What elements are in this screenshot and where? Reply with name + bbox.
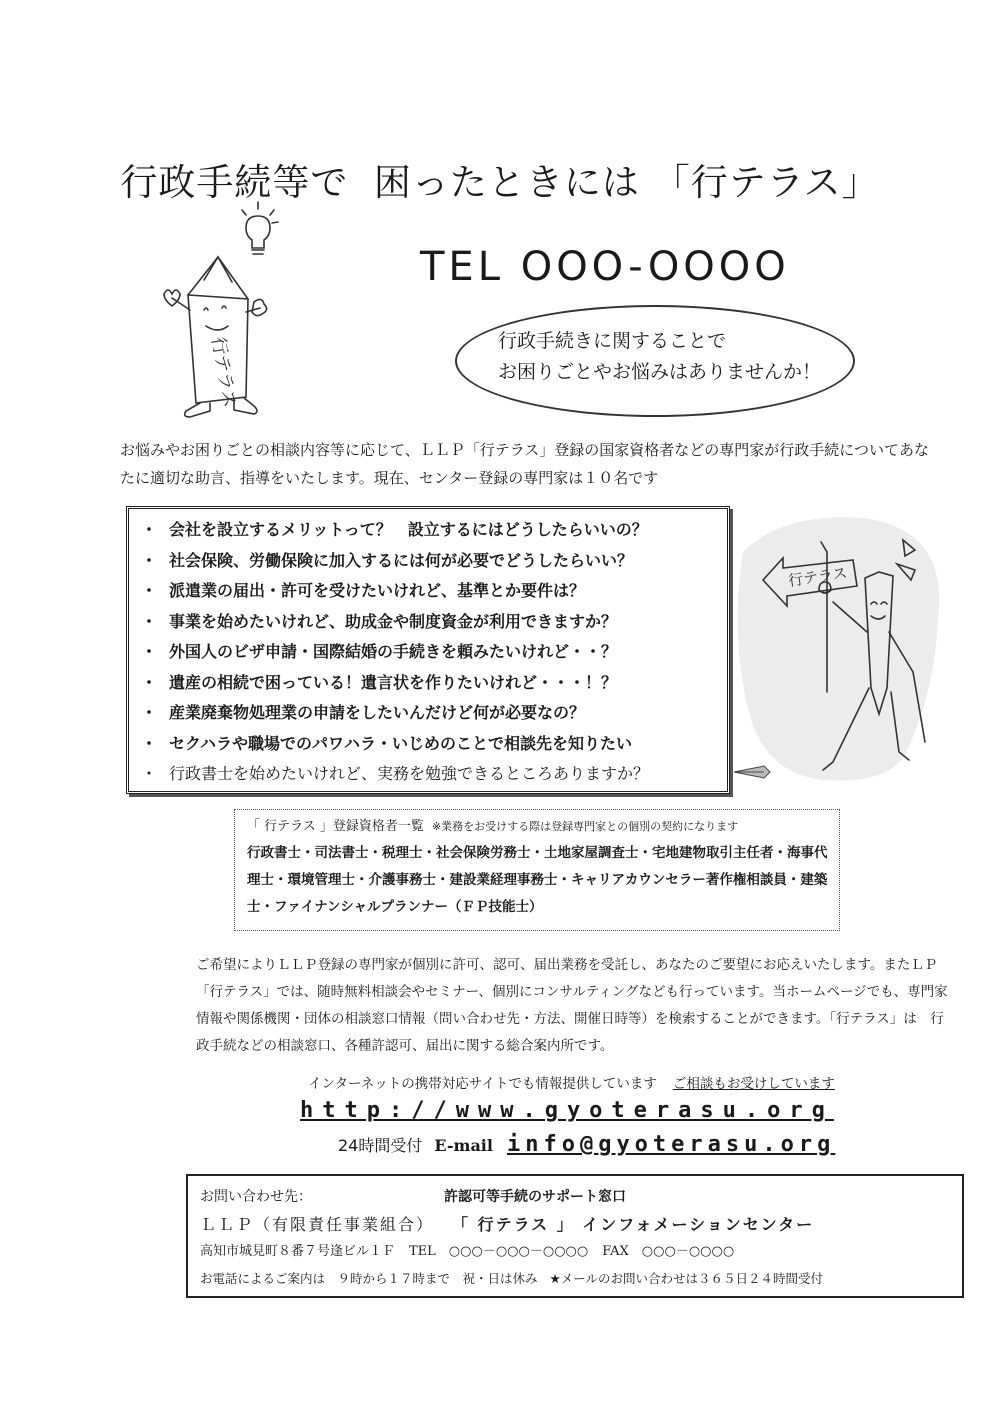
internet-notice: インターネットの携帯対応サイトでも情報提供しています (308, 1076, 657, 1092)
question-box (126, 506, 730, 794)
question-item: ・ 会社を設立するメリットって？ 設立するにはどうしたらいいの？ (141, 520, 648, 539)
question-item: ・ 社会保険、労働保険に加入するには何が必要でどうしたらいい？ (141, 550, 634, 570)
question-text: セクハラや職場でのパワハラ・いじめのことで相談先を知りたい (169, 733, 633, 753)
question-text: 派遣業の届出・許可を受けたいけれど、基準とか要件は？ (169, 581, 586, 600)
contact-fax: FAX ○○○－○○○○ (602, 1244, 735, 1259)
question-text: 事業を始めたいけれど、助成金や制度資金が利用できますか？ (169, 611, 618, 631)
question-item: ・ 遺産の相続で困っている！遺言状を作りたいけれど・・・！？ (141, 672, 618, 692)
website-link[interactable]: http://www.gyoterasu.org (300, 1098, 834, 1123)
pencil-mascot-illustration (150, 200, 290, 430)
contact-box (186, 1174, 964, 1298)
phone-number: TEL OOO-OOOO (420, 244, 790, 290)
registry-note: ※業務をお受けする際は登録専門家との個別の契約になります (431, 820, 739, 833)
support-window: 許認可等手続のサポート窓口 (444, 1189, 626, 1205)
question-item: ・ セクハラや職場でのパワハラ・いじめのことで相談先を知りたい (141, 733, 633, 753)
email-label: E-mail (434, 1136, 493, 1155)
question-item: ・ 行政書士を始めたいけれど、実務を勉強できるところありますか？ (141, 764, 650, 783)
registry-list: 行政書士・司法書士・税理士・社会保険労務士・土地家屋調査士・宅地建物取引主任者・海事代理士・環境管理士・介護事務士・建設業経理事務士・キャリアカウンセラー著作権相談員・建築士・ファイナンシャルプランナー（ＦＰ技能士） (247, 845, 828, 915)
consult-notice: ご相談もお受けしています (672, 1076, 835, 1092)
bubble-line-2: お困りごとやお悩みはありませんか！ (498, 361, 822, 383)
question-text: 行政書士を始めたいけれど、実務を勉強できるところありますか？ (169, 764, 650, 783)
contact-row-2 (200, 1211, 950, 1238)
registry-heading: 「 行テラス 」登録資格者一覧 (247, 819, 424, 834)
question-item: ・ 事業を始めたいけれど、助成金や制度資金が利用できますか？ (141, 611, 618, 631)
intro-paragraph: お悩みやお困りごとの相談内容等に応じて、ＬＬＰ「行テラス」登録の国家資格者などの専門家が行政手続についてあなたに適切な助言、指導をいたします。現在、センター登録の専門家は１０名です (120, 441, 929, 487)
question-list (129, 509, 727, 790)
registry-box (234, 809, 840, 931)
sign-label: 行テラス (787, 563, 849, 590)
question-text: 社会保険、労働保険に加入するには何が必要でどうしたらいい？ (169, 550, 634, 570)
page-title: 行政手続等で 困ったときには 「行テラス」 (120, 161, 880, 204)
organization-name: ＬＬＰ（有限責任事業組合） (200, 1215, 435, 1234)
mail-hours-notice: ★メールのお問い合わせは３６５日２４時間受付 (549, 1271, 823, 1286)
speech-bubble-text (498, 326, 821, 388)
pen-nib-ornament (732, 762, 772, 782)
question-item: ・ 産業廃棄物処理業の申請をしたいんだけど何が必要なの？ (141, 703, 586, 722)
mail-hours: 24時間受付 (338, 1136, 423, 1155)
question-text: 外国人のビザ申請・国際結婚の手続きを頼みたいけれど・・？ (169, 642, 618, 661)
question-text: 遺産の相続で困っている！遺言状を作りたいけれど・・・！？ (169, 672, 618, 692)
mascot-label: 行テラス (207, 335, 241, 410)
question-item: ・ 派遣業の届出・許可を受けたいけれど、基準とか要件は？ (141, 581, 586, 600)
body-paragraph: ご希望によりＬＬＰ登録の専門家が個別に許可、認可、届出業務を受託し、あなたのご要望にお応えいたします。またＬＰ「行テラス」では、随時無料相談会やセミナー、個別にコンサルティングなども行っています。当ホームページでも、専門家情報や関係機関・団体の相談窓口情報（問い合わせ先・方法、開催日時等）を検索することができます。「行テラス」は 行政手続などの相談窓口、各種許認可、届出に関する総合案内所です。 (196, 957, 948, 1054)
sign-pencil-illustration (733, 512, 943, 787)
contact-tel: TEL ○○○－○○○－○○○○ (409, 1244, 589, 1259)
registry-heading-row (247, 816, 829, 838)
question-item: ・ 外国人のビザ申請・国際結婚の手続きを頼みたいけれど・・？ (141, 642, 618, 661)
contact-row-4 (200, 1265, 950, 1292)
question-text: 会社を設立するメリットって？ 設立するにはどうしたらいいの？ (169, 520, 648, 539)
email-row (338, 1132, 835, 1157)
email-link[interactable]: info@gyoterasu.org (506, 1132, 836, 1157)
address: 高知市城見町８番７号逢ビル１Ｆ (200, 1244, 396, 1259)
phone-hours: お電話によるご案内は ９時から１７時まで 祝・日は休み (200, 1271, 538, 1286)
bubble-line-1: 行政手続きに関することで (498, 330, 727, 352)
contact-row-1 (200, 1184, 950, 1211)
question-text: 産業廃棄物処理業の申請をしたいんだけど何が必要なの？ (169, 703, 586, 722)
contact-label: お問い合わせ先： (200, 1189, 312, 1205)
contact-row-3 (200, 1238, 950, 1265)
information-center: 「 行テラス 」 インフォメーションセンター (460, 1215, 815, 1234)
internet-notice-row (308, 1072, 835, 1092)
